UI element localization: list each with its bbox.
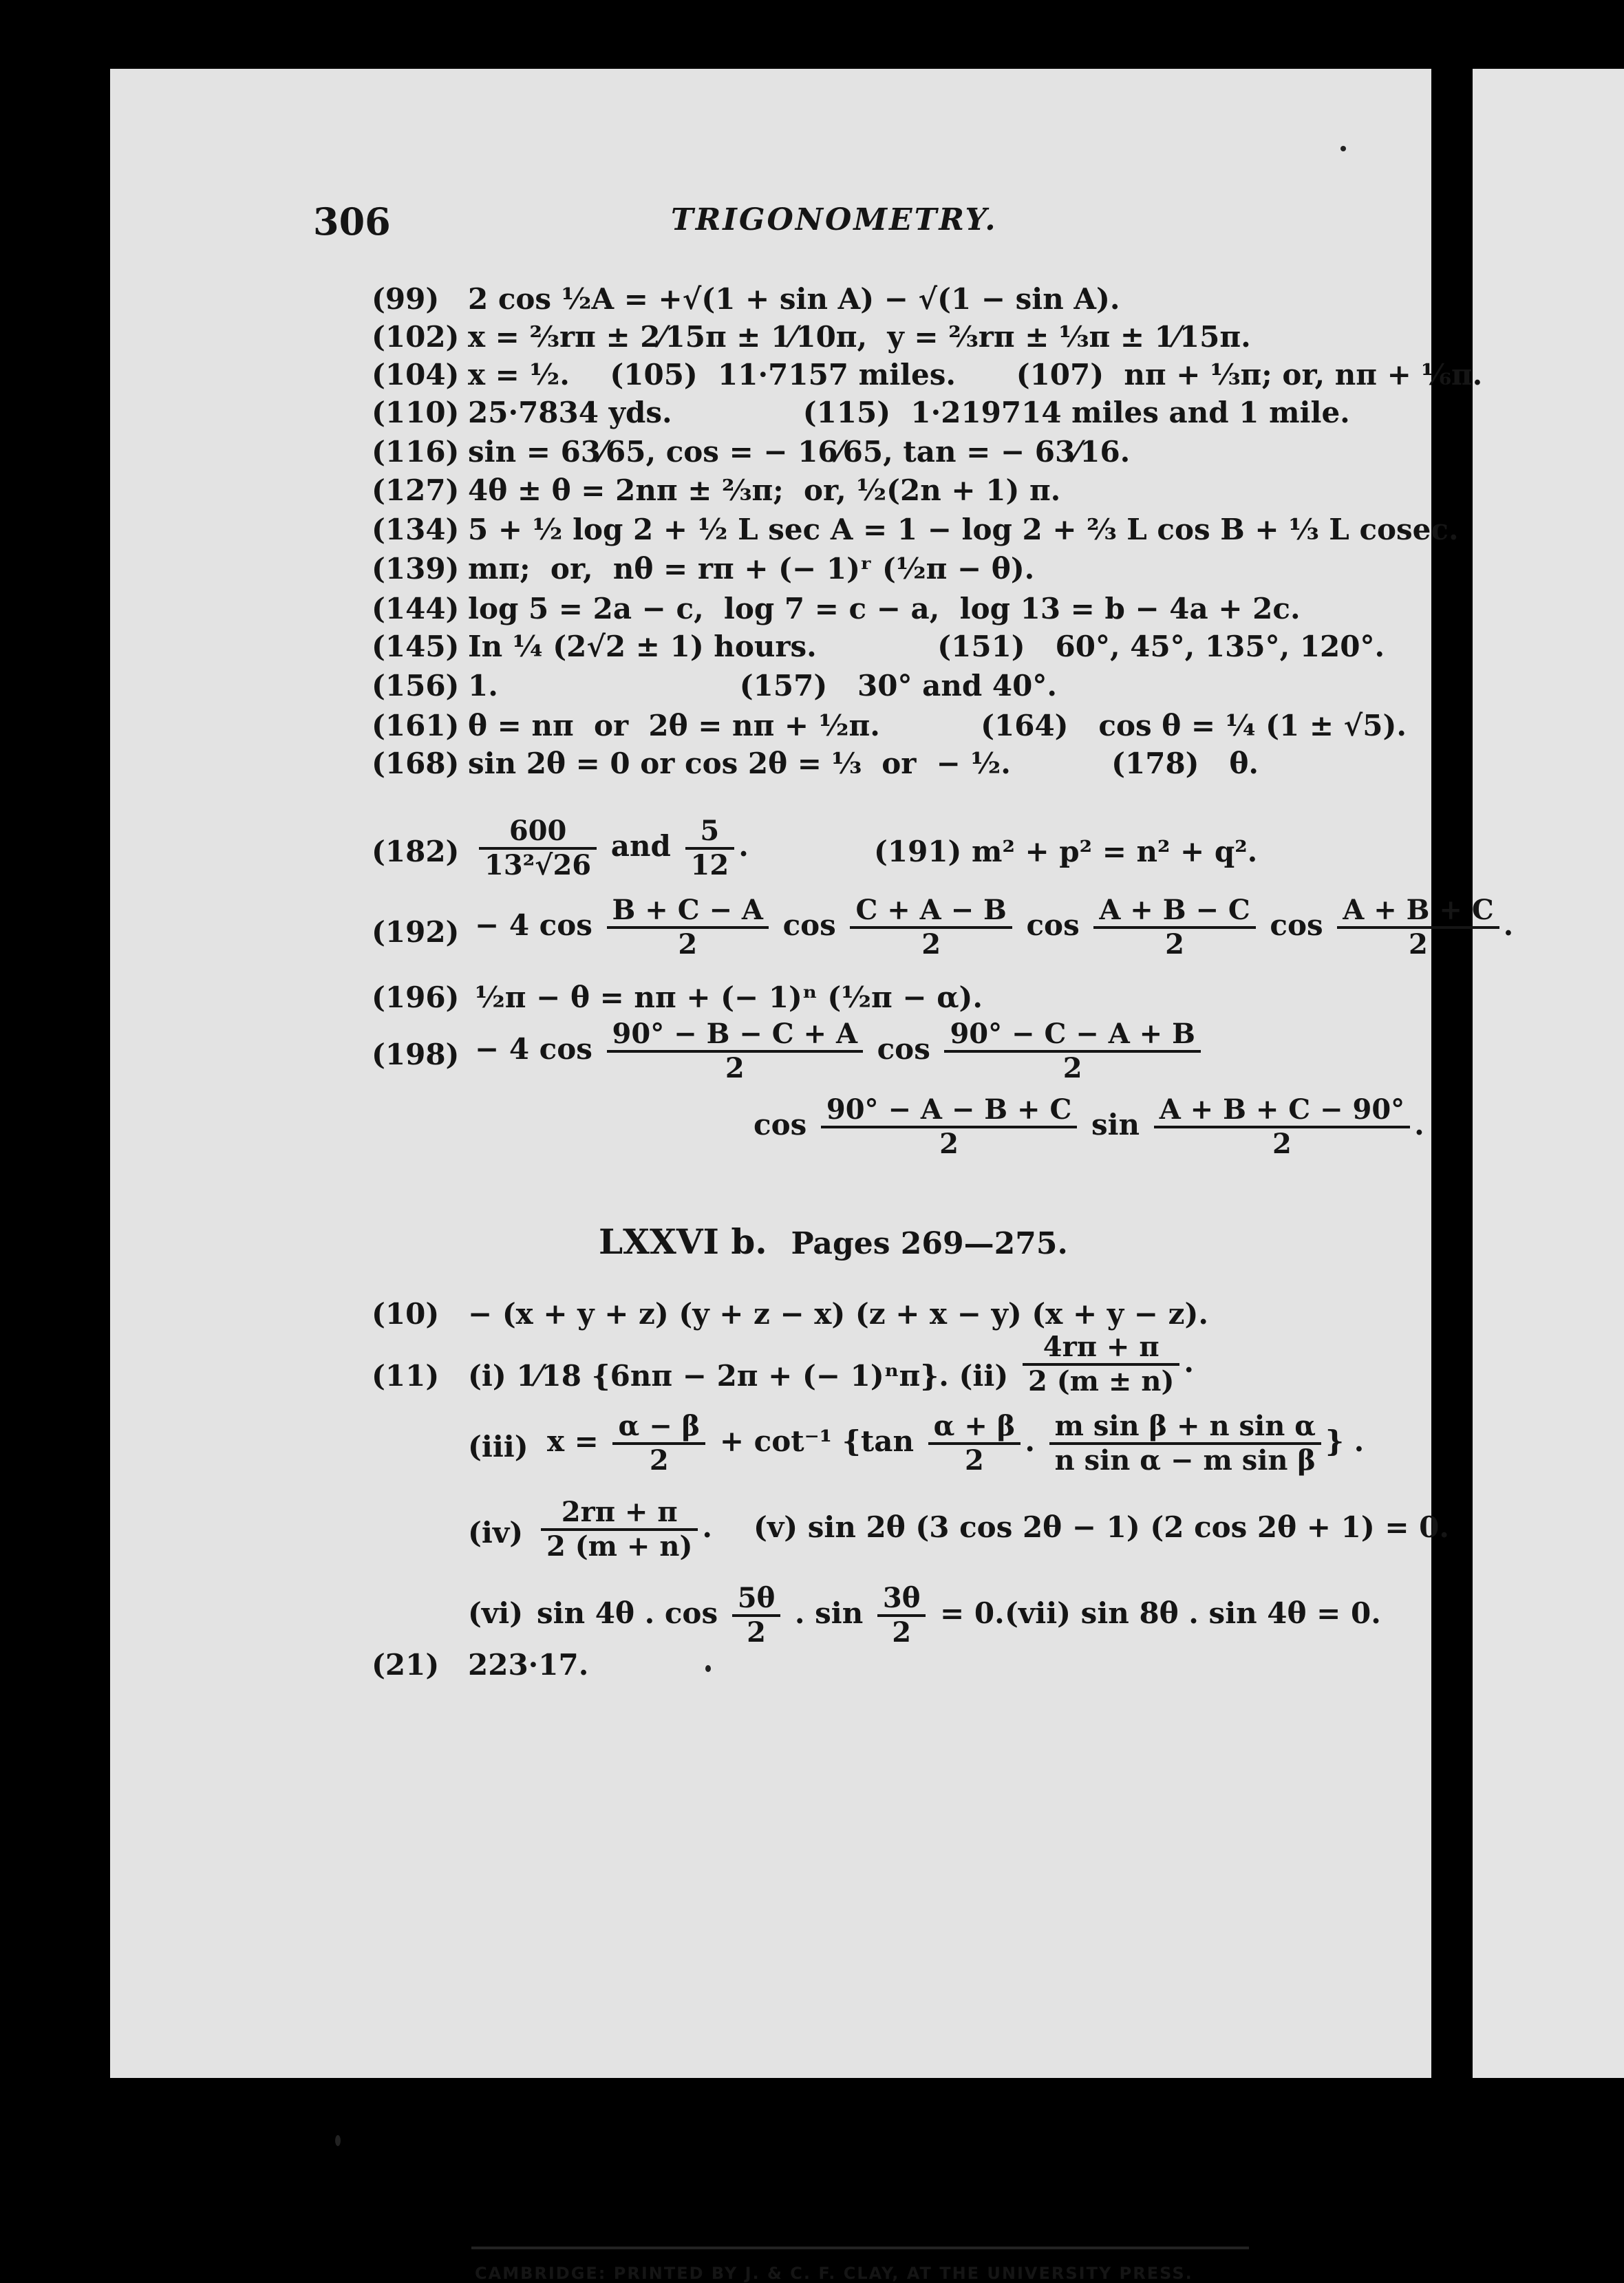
numerator: 2rπ + π — [541, 1497, 698, 1531]
answer-text: − (x + y + z) (y + z − x) (z + x − y) (x + y − z). — [468, 1297, 1208, 1331]
denominator: 2 — [1409, 928, 1428, 961]
answer-number: (196) — [372, 980, 460, 1014]
sin-text: sin — [1091, 1108, 1140, 1142]
page-header — [313, 200, 1380, 248]
part-label: (iv) — [468, 1516, 524, 1550]
answer-text: log 5 = 2a − c, log 7 = c − a, log 13 = b − 4a + 2c. — [468, 592, 1301, 625]
denominator: 12 — [690, 849, 729, 881]
denominator: 2 — [1272, 1128, 1292, 1160]
and-word: and — [610, 829, 671, 863]
answer-number: (156) — [372, 669, 460, 703]
numerator: B + C − A — [607, 894, 769, 929]
section-pages: Pages 269—275. — [791, 1226, 1068, 1261]
answer-text: mπ; or, nθ = rπ + (− 1)ʳ (½π − θ). — [468, 552, 1035, 586]
denominator: n sin α − m sin β — [1054, 1444, 1316, 1477]
coefficient-cos: − 4 cos — [475, 1032, 592, 1066]
cos-text: cos — [782, 908, 836, 942]
numerator: 5θ — [732, 1583, 781, 1617]
numerator: 90° − C − A + B — [944, 1018, 1200, 1053]
speck — [1340, 146, 1346, 151]
numerator: 5 — [685, 815, 735, 850]
part-label: (vi) — [468, 1596, 524, 1630]
denominator: 13²√26 — [484, 849, 592, 881]
numerator: m sin β + n sin α — [1049, 1411, 1321, 1445]
answer-number: (10) — [372, 1297, 440, 1331]
answer-text: 223·17. — [468, 1648, 589, 1682]
denominator: 2 — [747, 1616, 766, 1649]
answer-number: (182) — [372, 835, 460, 868]
answer-text: x = ⅔rπ ± 2⁄15π ± 1⁄10π, y = ⅔rπ ± ⅓π ± 1⁄15π. — [468, 320, 1251, 354]
denominator: 2 (m ± n) — [1028, 1365, 1175, 1397]
answer-191: (191) m² + p² = n² + q². — [874, 835, 1258, 868]
page-number: 306 — [313, 200, 391, 244]
answer-number: (104) — [372, 358, 460, 392]
answer-number: (116) — [372, 435, 460, 469]
numerator: 4rπ + π — [1023, 1331, 1179, 1366]
cot-tan-text: + cot⁻¹ {tan — [719, 1424, 914, 1458]
cos-text: cos — [1270, 908, 1323, 942]
denominator: 2 (m + n) — [546, 1530, 693, 1563]
answer-text: 1. (157) 30° and 40°. — [468, 669, 1057, 703]
answer-number: (102) — [372, 320, 460, 354]
answer-number: (161) — [372, 709, 460, 742]
numerator: A + B − C — [1093, 894, 1255, 929]
numerator: A + B + C — [1337, 894, 1499, 929]
numerator: 3θ — [877, 1583, 926, 1617]
answer-text: (i) 1⁄18 {6nπ − 2π + (− 1)ⁿπ}. (ii) — [468, 1359, 1009, 1393]
denominator: 2 — [1165, 928, 1184, 961]
denominator: 2 — [725, 1052, 745, 1084]
numerator: 90° − A − B + C — [821, 1094, 1077, 1128]
answer-text: 25·7834 yds. (115) 1·219714 miles and 1 mile. — [468, 396, 1350, 429]
denominator: 2 — [965, 1444, 984, 1477]
part-vii: (vii) sin 8θ . sin 4θ = 0. — [1005, 1596, 1381, 1630]
answer-number: (144) — [372, 592, 460, 625]
denominator: 2 — [1062, 1052, 1082, 1084]
speck — [705, 1665, 711, 1672]
numerator: 90° − B − C + A — [607, 1018, 863, 1053]
answer-number: (21) — [372, 1648, 440, 1682]
answer-number: (198) — [372, 1038, 460, 1071]
section-heading — [599, 1221, 1068, 1262]
answer-text: x = ½. (105) 11·7157 miles. (107) nπ + ⅓π; or, nπ + ⅙π. — [468, 358, 1483, 392]
answer-number: (110) — [372, 396, 460, 429]
denominator: 2 — [939, 1128, 959, 1160]
facing-page-edge — [1473, 69, 1624, 2078]
cos-text: cos — [1026, 908, 1080, 942]
answer-number: (139) — [372, 552, 460, 586]
answer-number: (11) — [372, 1359, 440, 1393]
denominator: 2 — [649, 1444, 669, 1477]
answer-text: 5 + ½ log 2 + ½ L sec A = 1 − log 2 + ⅔ L cos B + ⅓ L cosec. — [468, 513, 1459, 546]
answer-number: (99) — [372, 282, 440, 316]
equals-zero: = 0. — [940, 1596, 1005, 1630]
denominator: 2 — [892, 1616, 912, 1649]
numerator: 600 — [479, 815, 597, 850]
footer-rule — [471, 2247, 1249, 2249]
part-label: (iii) — [468, 1430, 528, 1464]
answer-text: sin 2θ = 0 or cos 2θ = ⅓ or − ½. (178) θ. — [468, 747, 1259, 780]
answer-text: 4θ ± θ = 2nπ ± ⅔π; or, ½(2n + 1) π. — [468, 473, 1061, 507]
printer-imprint: CAMBRIDGE: PRINTED BY J. & C. F. CLAY, AT THE UNIVERSITY PRESS. — [475, 2264, 1193, 2283]
equation-lhs: x = — [547, 1424, 599, 1458]
sin-text: . sin — [794, 1596, 864, 1630]
numerator: A + B + C − 90° — [1154, 1094, 1410, 1128]
answer-number: (168) — [372, 747, 460, 780]
numerator: C + A − B — [850, 894, 1012, 929]
numerator: α + β — [928, 1411, 1021, 1445]
answer-number: (192) — [372, 915, 460, 949]
speck — [335, 2135, 341, 2146]
answer-text: ½π − θ = nπ + (− 1)ⁿ (½π − α). — [475, 980, 983, 1014]
answer-text: 2 cos ½A = +√(1 + sin A) − √(1 − sin A). — [468, 282, 1120, 316]
cos-text: cos — [754, 1108, 807, 1142]
answer-number: (145) — [372, 630, 460, 663]
denominator: 2 — [678, 928, 698, 961]
numerator: α − β — [612, 1411, 705, 1445]
part-v: (v) sin 2θ (3 cos 2θ − 1) (2 cos 2θ + 1) = 0. — [754, 1510, 1449, 1544]
answer-number: (134) — [372, 513, 460, 546]
denominator: 2 — [921, 928, 941, 961]
coefficient-cos: − 4 cos — [475, 908, 592, 942]
answer-text: θ = nπ or 2θ = nπ + ½π. (164) cos θ = ¼ (1 ± √5). — [468, 709, 1407, 742]
answer-text: sin = 63⁄65, cos = − 16⁄65, tan = − 63⁄16. — [468, 435, 1131, 469]
cos-text: cos — [877, 1032, 930, 1066]
answer-number: (127) — [372, 473, 460, 507]
running-title: TRIGONOMETRY. — [671, 202, 998, 237]
sin-cos-text: sin 4θ . cos — [537, 1596, 718, 1630]
section-title: LXXVI b. — [599, 1221, 767, 1262]
answer-text: In ¼ (2√2 ± 1) hours. (151) 60°, 45°, 135°, 120°. — [468, 630, 1385, 663]
